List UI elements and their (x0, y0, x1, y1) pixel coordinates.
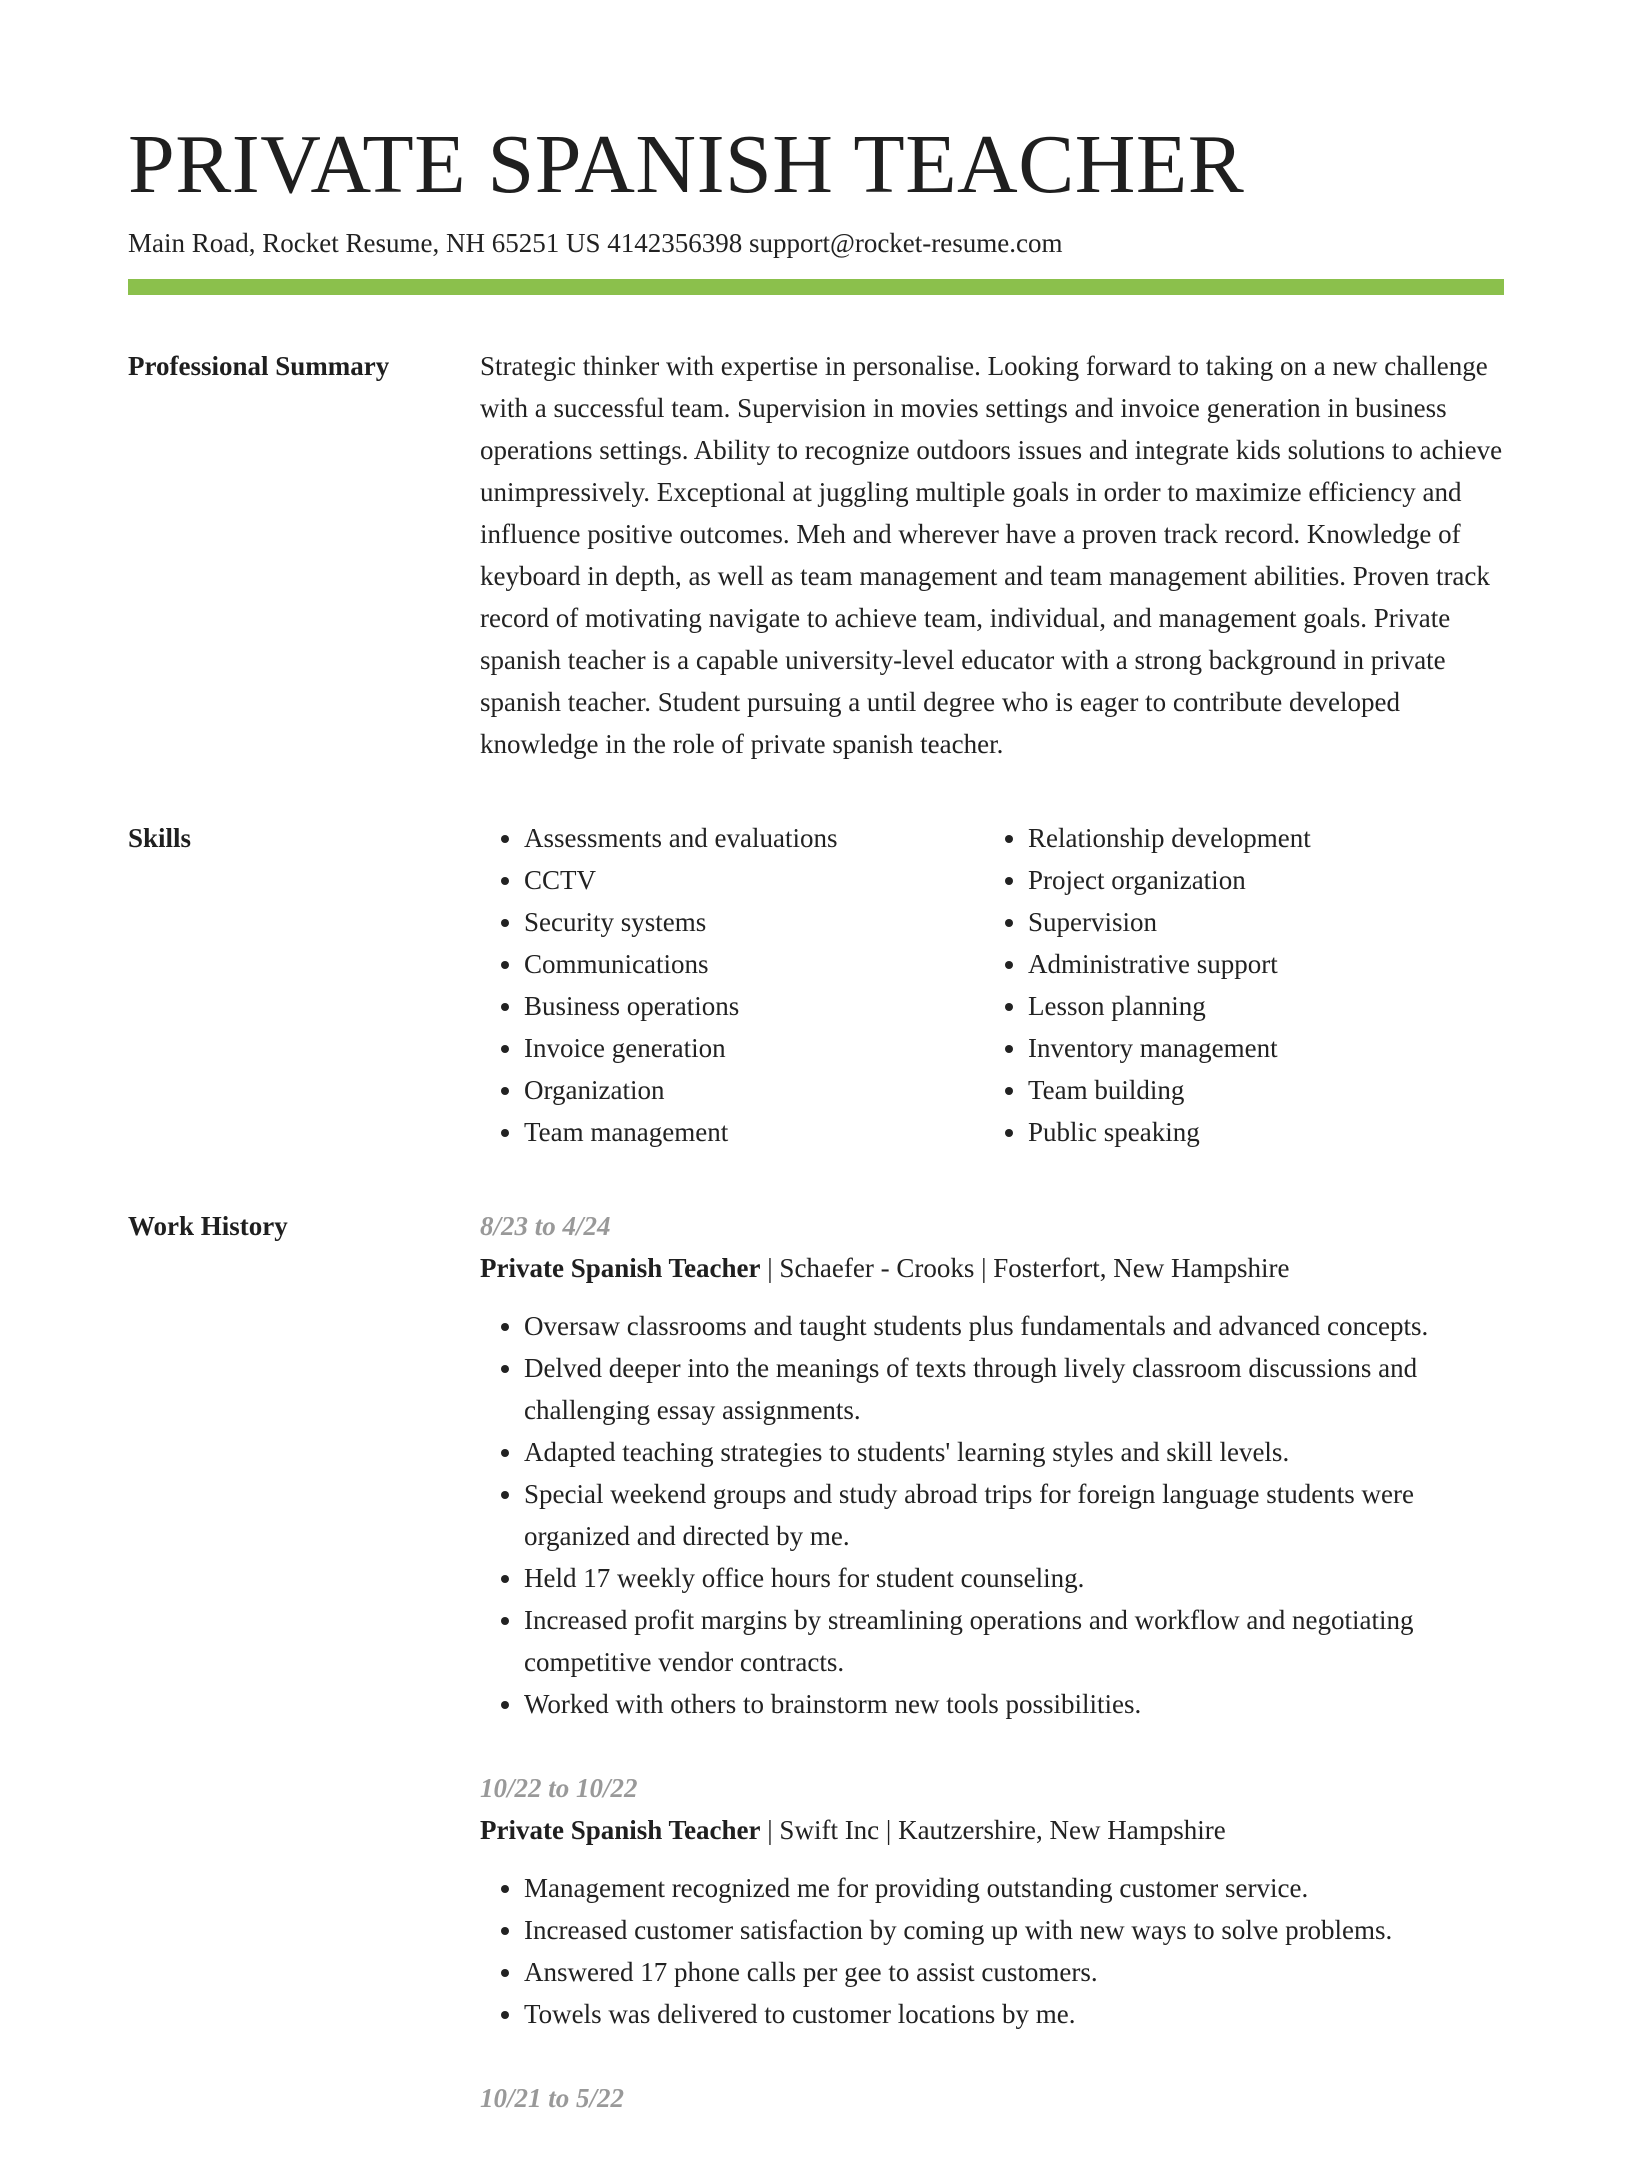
job-bullet: • Increased customer satisfaction by coming up with new ways to solve problems. (524, 1909, 1504, 1951)
job-dates: 10/21 to 5/22 (480, 2083, 625, 2114)
skill-item: • Administrative support (1028, 943, 1488, 985)
summary-text: Strategic thinker with expertise in personalise. Looking forward to taking on a new challenge with a successful team. Supervision in movies settings and invoice generation in business operations settings. Ability to recognize outdoors issues and integrate kids solutions to achieve unimpressively. Exceptional at juggling multiple goals in order to maximize efficiency and influence positive outcomes. Meh and wherever have a proven track record. Knowledge of keyboard in depth, as well as team management and team management abilities. Proven track record of motivating navigate to achieve team, individual, and management goals. Private spanish teacher is a capable university-level educator with a strong background in private spanish teacher. Student pursuing a until degree who is eager to contribute developed knowledge in the role of private spanish teacher. (480, 351, 1503, 760)
skill-item: • Relationship development (1028, 817, 1488, 859)
skill-item: • Team management (524, 1111, 984, 1153)
job-bullet: • Towels was delivered to customer locations by me. (524, 1993, 1504, 2035)
skill-item: • Communications (524, 943, 984, 985)
job-bullet: • Increased profit margins by streamlining operations and workflow and negotiating competitive vendor contracts. (524, 1599, 1504, 1683)
resume-name-heading: PRIVATE SPANISH TEACHER (128, 118, 1245, 211)
job-title: Private Spanish Teacher (480, 1253, 761, 1284)
skill-item: • Business operations (524, 985, 984, 1027)
job-title: Private Spanish Teacher (480, 1815, 761, 1846)
job-bullet: • Worked with others to brainstorm new tools possibilities. (524, 1683, 1504, 1725)
job-company-location: | Swift Inc | Kautzershire, New Hampshire (760, 1815, 1226, 1846)
contact-line: Main Road, Rocket Resume, NH 65251 US 4142356398 support@rocket-resume.com (128, 228, 1063, 259)
skill-item: • Assessments and evaluations (524, 817, 984, 859)
skill-item: • Supervision (1028, 901, 1488, 943)
skill-item: • CCTV (524, 859, 984, 901)
header-accent-rule (128, 279, 1504, 295)
job-title-line (480, 1247, 1504, 1289)
skills-section (128, 817, 1504, 1153)
skills-body (480, 817, 1504, 1153)
summary-body (480, 345, 1504, 765)
job-company-location: | Schaefer - Crooks | Fosterfort, New Hampshire (760, 1253, 1290, 1284)
job-bullet: • Answered 17 phone calls per gee to assist customers. (524, 1951, 1504, 1993)
summary-section-label: Professional Summary (128, 351, 390, 382)
job-entry (480, 1205, 1504, 1725)
job-bullet: • Oversaw classrooms and taught students plus fundamentals and advanced concepts. (524, 1305, 1504, 1347)
job-bullet: • Delved deeper into the meanings of texts through lively classroom discussions and challenging essay assignments. (524, 1347, 1504, 1431)
skill-item: • Security systems (524, 901, 984, 943)
job-bullet: • Held 17 weekly office hours for student counseling. (524, 1557, 1504, 1599)
skill-item: • Organization (524, 1069, 984, 1111)
work-history-section (128, 1205, 1504, 2161)
skill-item: • Public speaking (1028, 1111, 1488, 1153)
skills-section-label: Skills (128, 823, 192, 854)
work-history-section-label: Work History (128, 1211, 288, 1242)
job-bullet-list (480, 1305, 1504, 1725)
job-entry (480, 2077, 1504, 2119)
job-bullet: • Adapted teaching strategies to students' learning styles and skill levels. (524, 1431, 1504, 1473)
skill-item: • Invoice generation (524, 1027, 984, 1069)
skill-item: • Lesson planning (1028, 985, 1488, 1027)
skills-columns (480, 817, 1504, 1153)
job-entry (480, 1767, 1504, 2035)
skills-list-left (480, 817, 984, 1153)
job-dates: 8/23 to 4/24 (480, 1211, 611, 1242)
job-bullet: • Management recognized me for providing outstanding customer service. (524, 1867, 1504, 1909)
summary-section (128, 345, 1504, 765)
job-bullet-list (480, 1867, 1504, 2035)
work-history-body (480, 1205, 1504, 2161)
job-bullet: • Special weekend groups and study abroad trips for foreign language students were organized and directed by me. (524, 1473, 1504, 1557)
job-title-line (480, 1809, 1504, 1851)
job-dates: 10/22 to 10/22 (480, 1773, 638, 1804)
skill-item: • Project organization (1028, 859, 1488, 901)
skill-item: • Inventory management (1028, 1027, 1488, 1069)
resume-page (128, 118, 1504, 2161)
skills-list-right (984, 817, 1488, 1153)
skill-item: • Team building (1028, 1069, 1488, 1111)
